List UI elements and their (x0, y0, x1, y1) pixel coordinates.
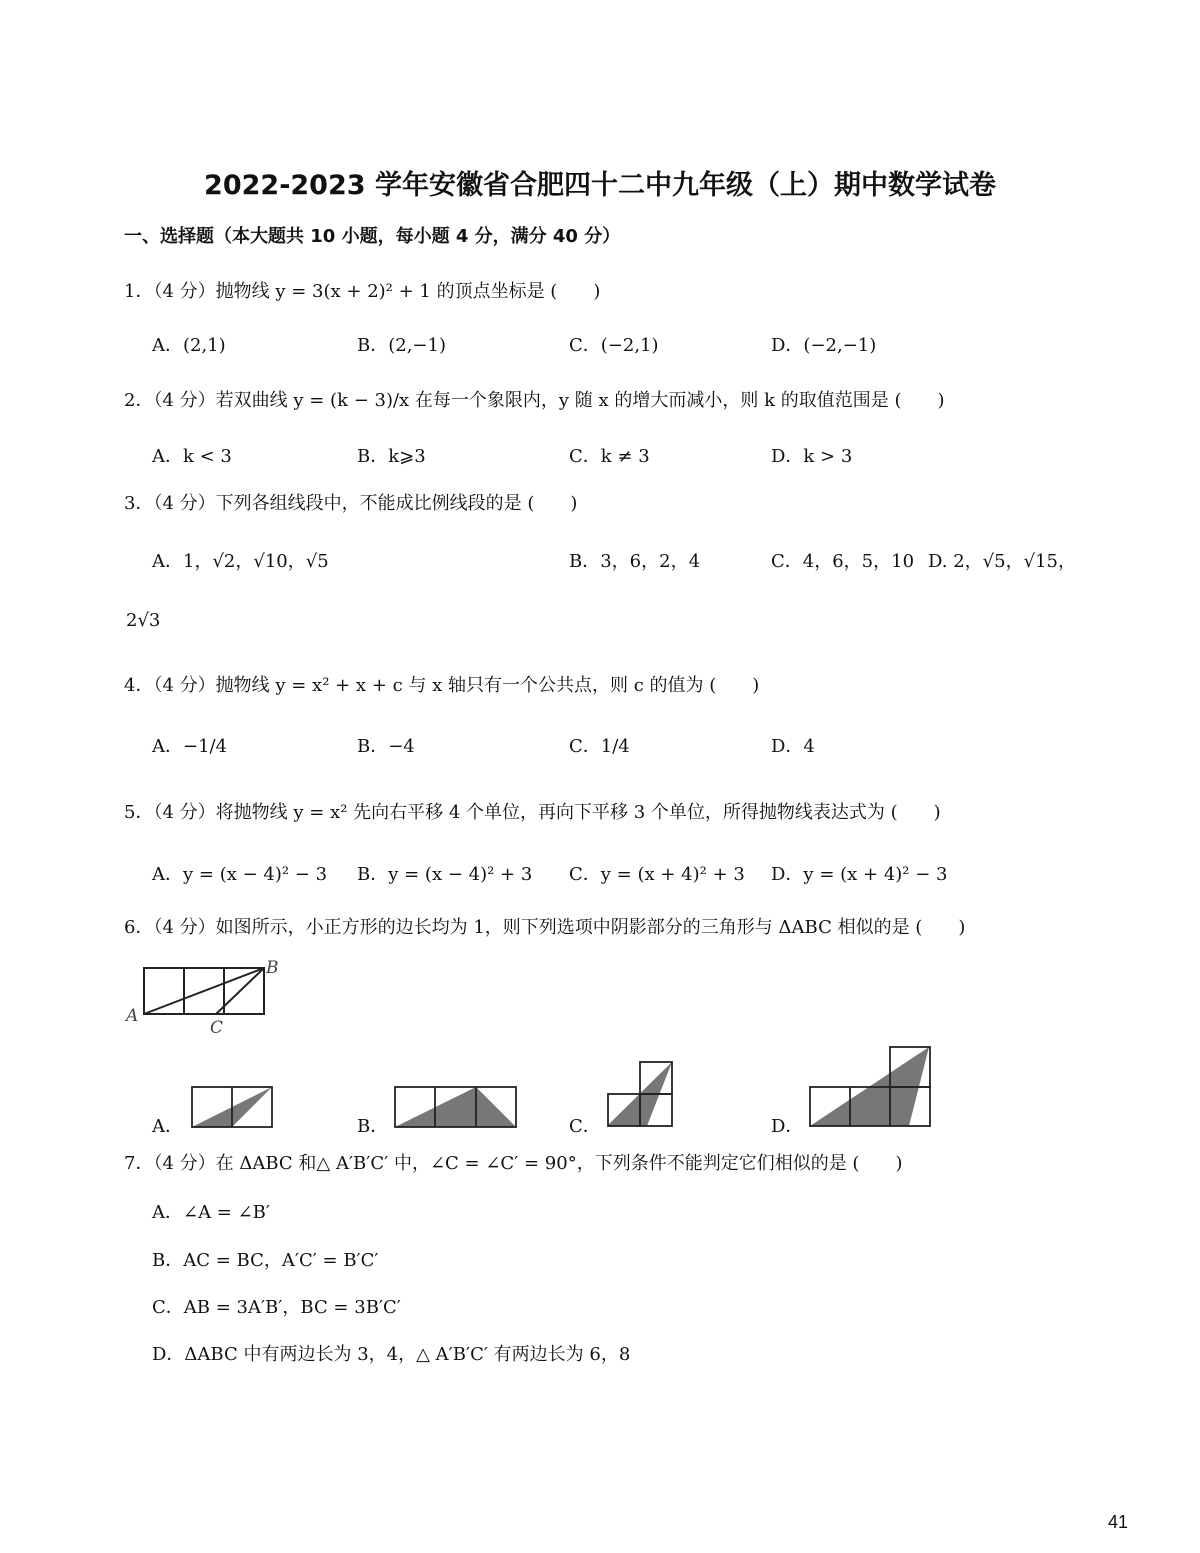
q1-option-d: D．(−2,−1) (771, 335, 877, 356)
q4-option-c: C．1/4 (569, 736, 630, 757)
question-4-text: 4．（4 分）抛物线 y = x² + x + c 与 x 轴只有一个公共点，则 c 的值为 ( ) (124, 675, 760, 696)
q7-option-d: D．ΔABC 中有两边长为 3，4，△ A′B′C′ 有两边长为 6，8 (152, 1344, 631, 1365)
q1-option-b: B．(2,−1) (357, 335, 446, 356)
q1-option-a: A．(2,1) (152, 335, 226, 356)
q6-option-c-figure (605, 1060, 677, 1130)
q6-option-b-figure (395, 1086, 519, 1128)
vertex-label-b: B (266, 958, 279, 978)
q7-option-b: B．AC = BC，A′C′ = B′C′ (152, 1250, 379, 1271)
page-number: 41 (1108, 1512, 1129, 1532)
vertex-label-c: C (210, 1018, 224, 1038)
q3-option-a: A．1，√2，√10，√5 (152, 551, 329, 572)
question-5-text: 5．（4 分）将抛物线 y = x² 先向右平移 4 个单位，再向下平移 3 个单位，所得抛物线表达式为 ( ) (124, 802, 941, 823)
vertex-label-a: A (126, 1006, 139, 1026)
q6-triangle-abc-figure (120, 955, 290, 1040)
page-title: 2022-2023 学年安徽省合肥四十二中九年级（上）期中数学试卷 (204, 170, 996, 201)
q7-option-c: C．AB = 3A′B′，BC = 3B′C′ (152, 1297, 401, 1318)
q5-option-b: B．y = (x − 4)² + 3 (357, 864, 533, 885)
q6-option-d-figure (808, 1044, 934, 1130)
q3-option-d-continued: 2√3 (126, 610, 161, 631)
q2-option-d: D．k > 3 (771, 446, 853, 467)
q3-option-c: C．4，6，5，10 (771, 551, 915, 572)
q5-option-c: C．y = (x + 4)² + 3 (569, 864, 745, 885)
q3-option-b: B．3，6，2，4 (569, 551, 701, 572)
q4-option-d: D．4 (771, 736, 815, 757)
question-7-text: 7．（4 分）在 ΔABC 和△ A′B′C′ 中，∠C = ∠C′ = 90°，下列条件不能判定它们相似的是 ( ) (124, 1153, 903, 1174)
q6-option-d: D． (771, 1116, 804, 1137)
q5-option-d: D．y = (x + 4)² − 3 (771, 864, 948, 885)
q2-option-b: B．k⩾3 (357, 446, 426, 467)
q3-option-d: D. 2，√5，√15， (928, 551, 1076, 572)
q6-option-a-figure (192, 1086, 274, 1128)
question-2-text: 2．（4 分）若双曲线 y = (k − 3)/x 在每一个象限内，y 随 x 的增大而减小，则 k 的取值范围是 ( ) (124, 390, 945, 411)
question-1-text: 1．（4 分）抛物线 y = 3(x + 2)² + 1 的顶点坐标是 ( ) (124, 281, 601, 302)
q4-option-a: A．−1/4 (152, 736, 228, 757)
question-6-text: 6．（4 分）如图所示，小正方形的边长均为 1，则下列选项中阴影部分的三角形与 ΔABC 相似的是 ( ) (124, 917, 966, 938)
q5-option-a: A．y = (x − 4)² − 3 (152, 864, 328, 885)
question-3-text: 3．（4 分）下列各组线段中，不能成比例线段的是 ( ) (124, 493, 578, 514)
q2-option-a: A．k < 3 (152, 446, 232, 467)
q6-option-b: B． (357, 1116, 389, 1137)
q2-option-c: C．k ≠ 3 (569, 446, 650, 467)
q6-option-a: A． (152, 1116, 183, 1137)
q6-option-c: C． (569, 1116, 601, 1137)
section-header: 一、选择题（本大题共 10 小题，每小题 4 分，满分 40 分） (124, 226, 621, 247)
q7-option-a: A．∠A = ∠B′ (152, 1202, 271, 1223)
q4-option-b: B．−4 (357, 736, 415, 757)
q1-option-c: C．(−2,1) (569, 335, 659, 356)
